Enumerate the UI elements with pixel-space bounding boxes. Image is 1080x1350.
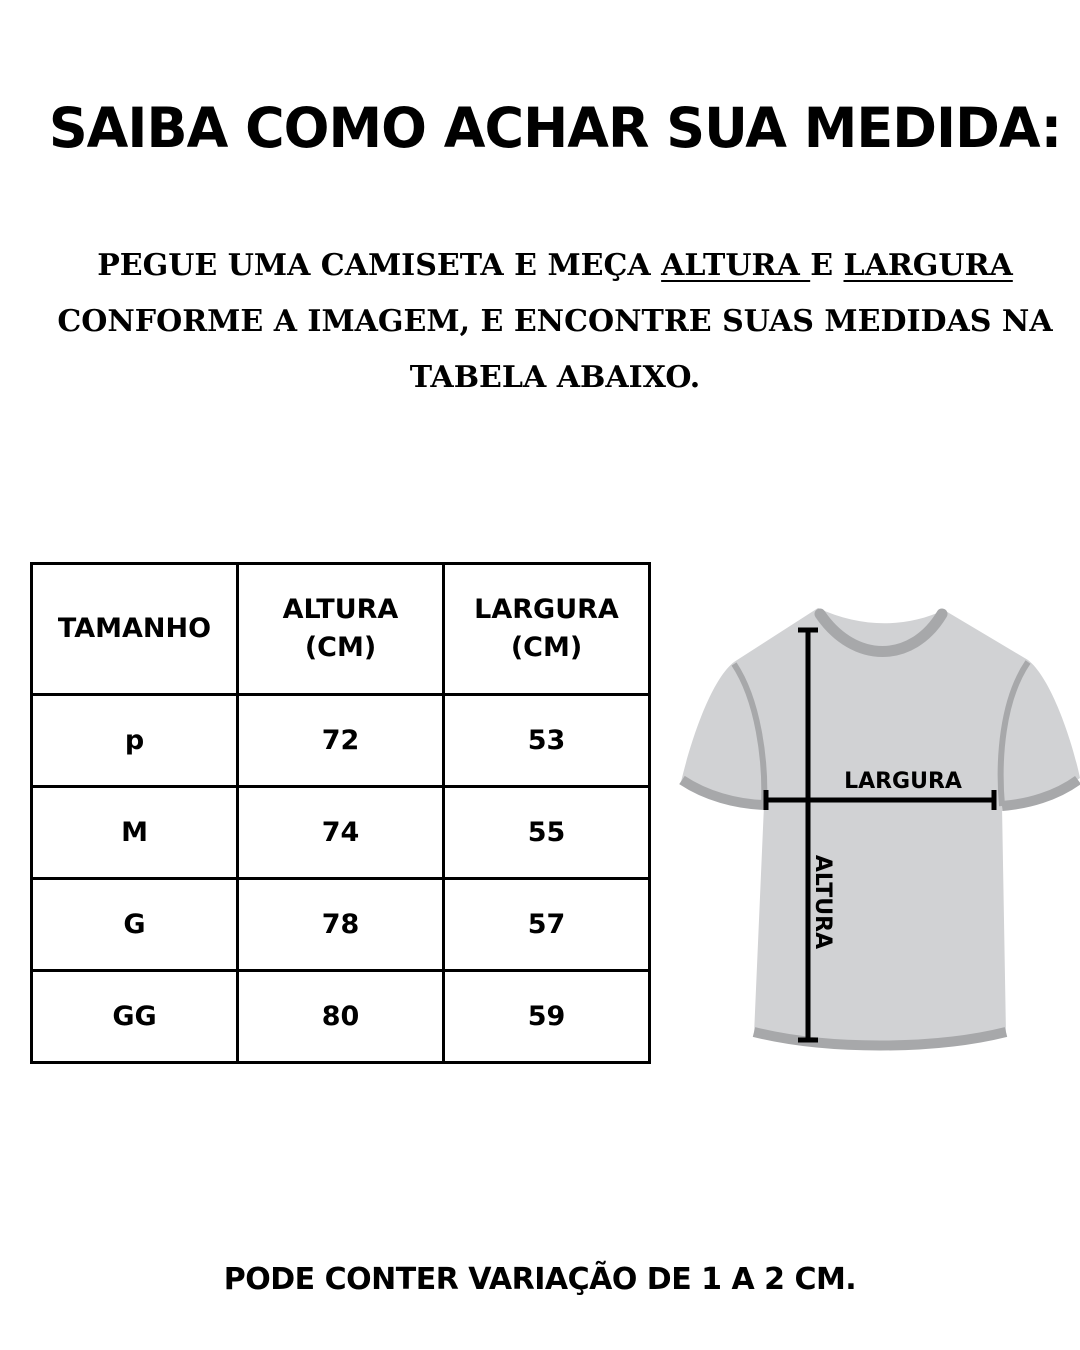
cell-size: M [32, 787, 238, 879]
header-width-label: LARGURA [474, 594, 619, 625]
cell-height: 72 [238, 695, 444, 787]
instructions-line-2: CONFORME A IMAGEM, E ENCONTRE SUAS MEDIDAS NA [57, 304, 1053, 339]
cell-width: 59 [444, 971, 650, 1063]
header-width-unit: (CM) [510, 632, 583, 663]
instructions-largura: LARGURA [843, 248, 1013, 283]
instructions-line-1 [40, 238, 1070, 294]
cell-height: 74 [238, 787, 444, 879]
cell-size: p [32, 695, 238, 787]
header-height [238, 564, 444, 695]
table-row [32, 787, 650, 879]
instructions [40, 238, 1070, 406]
height-label: ALTURA [810, 854, 835, 950]
footer-note: PODE CONTER VARIAÇÃO DE 1 A 2 CM. [223, 1262, 857, 1297]
instructions-altura: ALTURA [661, 248, 811, 283]
cell-size: G [32, 879, 238, 971]
instructions-text: PEGUE UMA CAMISETA E MEÇA [97, 248, 662, 283]
cell-height: 78 [238, 879, 444, 971]
table-row [32, 971, 650, 1063]
tshirt-diagram [676, 600, 1080, 1060]
cell-width: 55 [444, 787, 650, 879]
table-row [32, 695, 650, 787]
header-height-label: ALTURA [282, 594, 399, 625]
header-width [444, 564, 650, 695]
instructions-line-3: TABELA ABAIXO. [409, 360, 701, 395]
width-label: LARGURA [844, 769, 962, 794]
size-table [30, 562, 651, 1064]
table-header-row [32, 564, 650, 695]
cell-size: GG [32, 971, 238, 1063]
header-height-unit: (CM) [304, 632, 377, 663]
header-size: TAMANHO [32, 564, 238, 695]
cell-width: 57 [444, 879, 650, 971]
cell-width: 53 [444, 695, 650, 787]
table-row [32, 879, 650, 971]
instructions-and: E [810, 248, 844, 283]
page-title: SAIBA COMO ACHAR SUA MEDIDA: [48, 96, 1062, 160]
cell-height: 80 [238, 971, 444, 1063]
